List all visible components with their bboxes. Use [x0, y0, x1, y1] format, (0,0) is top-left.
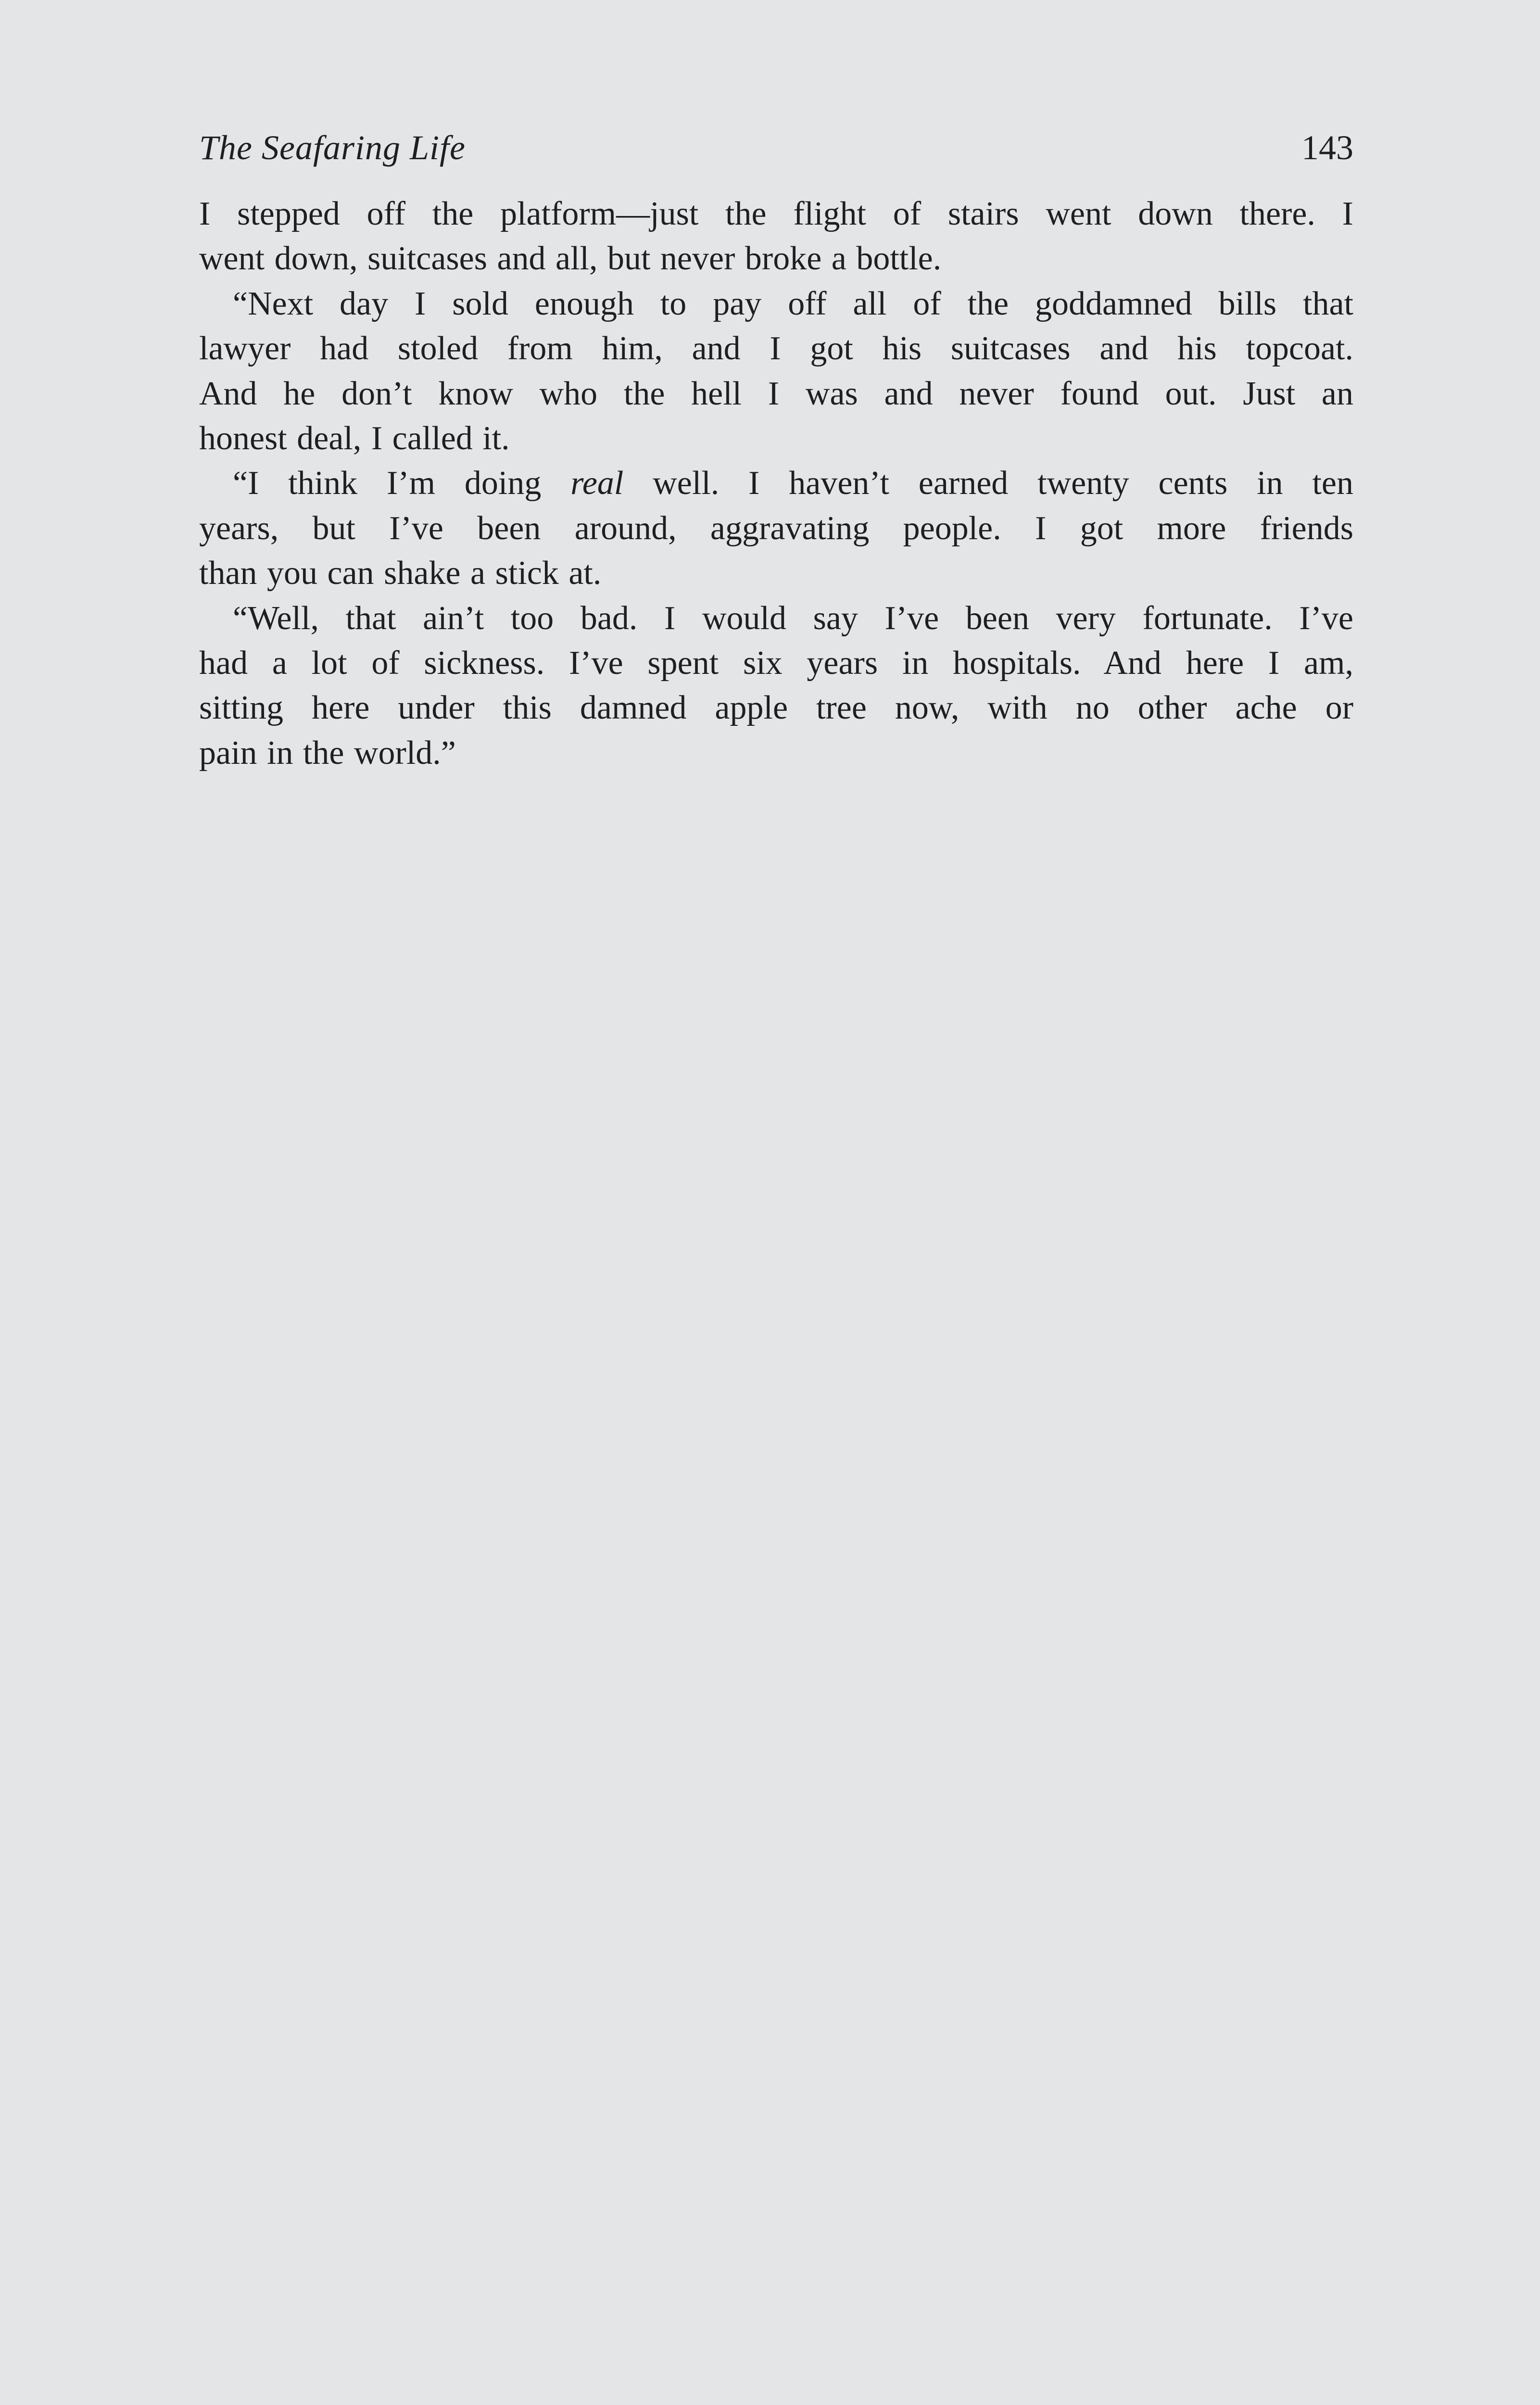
- running-head: [199, 126, 1353, 169]
- paragraph: [199, 461, 1353, 595]
- text-line: [199, 461, 1353, 506]
- text-line: pain in the world.”: [199, 734, 456, 772]
- text-line: “Next day I sold enough to pay off all of the goddamned bills that: [233, 285, 1353, 322]
- paragraph: [199, 281, 1353, 461]
- body-text: [199, 191, 1353, 775]
- running-title: The Seafaring Life: [199, 128, 466, 167]
- page-number: 143: [1301, 128, 1353, 167]
- paragraph: [199, 596, 1353, 776]
- text-line: And he don’t know who the hell I was and never found out. Just an: [199, 375, 1353, 412]
- text-line: I stepped off the platform—just the flight of stairs went down there. I: [199, 195, 1353, 232]
- text-line: lawyer had stoled from him, and I got his suitcases and his topcoat.: [199, 330, 1353, 367]
- text-line: years, but I’ve been around, aggravating people. I got more friends: [199, 509, 1353, 547]
- text-segment: well. I haven’t earned twenty cents in ten: [623, 465, 1354, 502]
- text-line: had a lot of sickness. I’ve spent six years in hospitals. And here I am,: [199, 645, 1353, 682]
- text-line: sitting here under this damned apple tree now, with no other ache or: [199, 689, 1353, 727]
- paragraph: [199, 191, 1353, 281]
- text-segment: “I think I’m doing: [233, 465, 571, 502]
- text-line: “Well, that ain’t too bad. I would say I’ve been very fortunate. I’ve: [233, 599, 1353, 637]
- emphasized-word: real: [570, 465, 624, 502]
- text-line: went down, suitcases and all, but never broke a bottle.: [199, 240, 942, 278]
- text-line: than you can shake a stick at.: [199, 555, 602, 592]
- text-line: honest deal, I called it.: [199, 420, 510, 457]
